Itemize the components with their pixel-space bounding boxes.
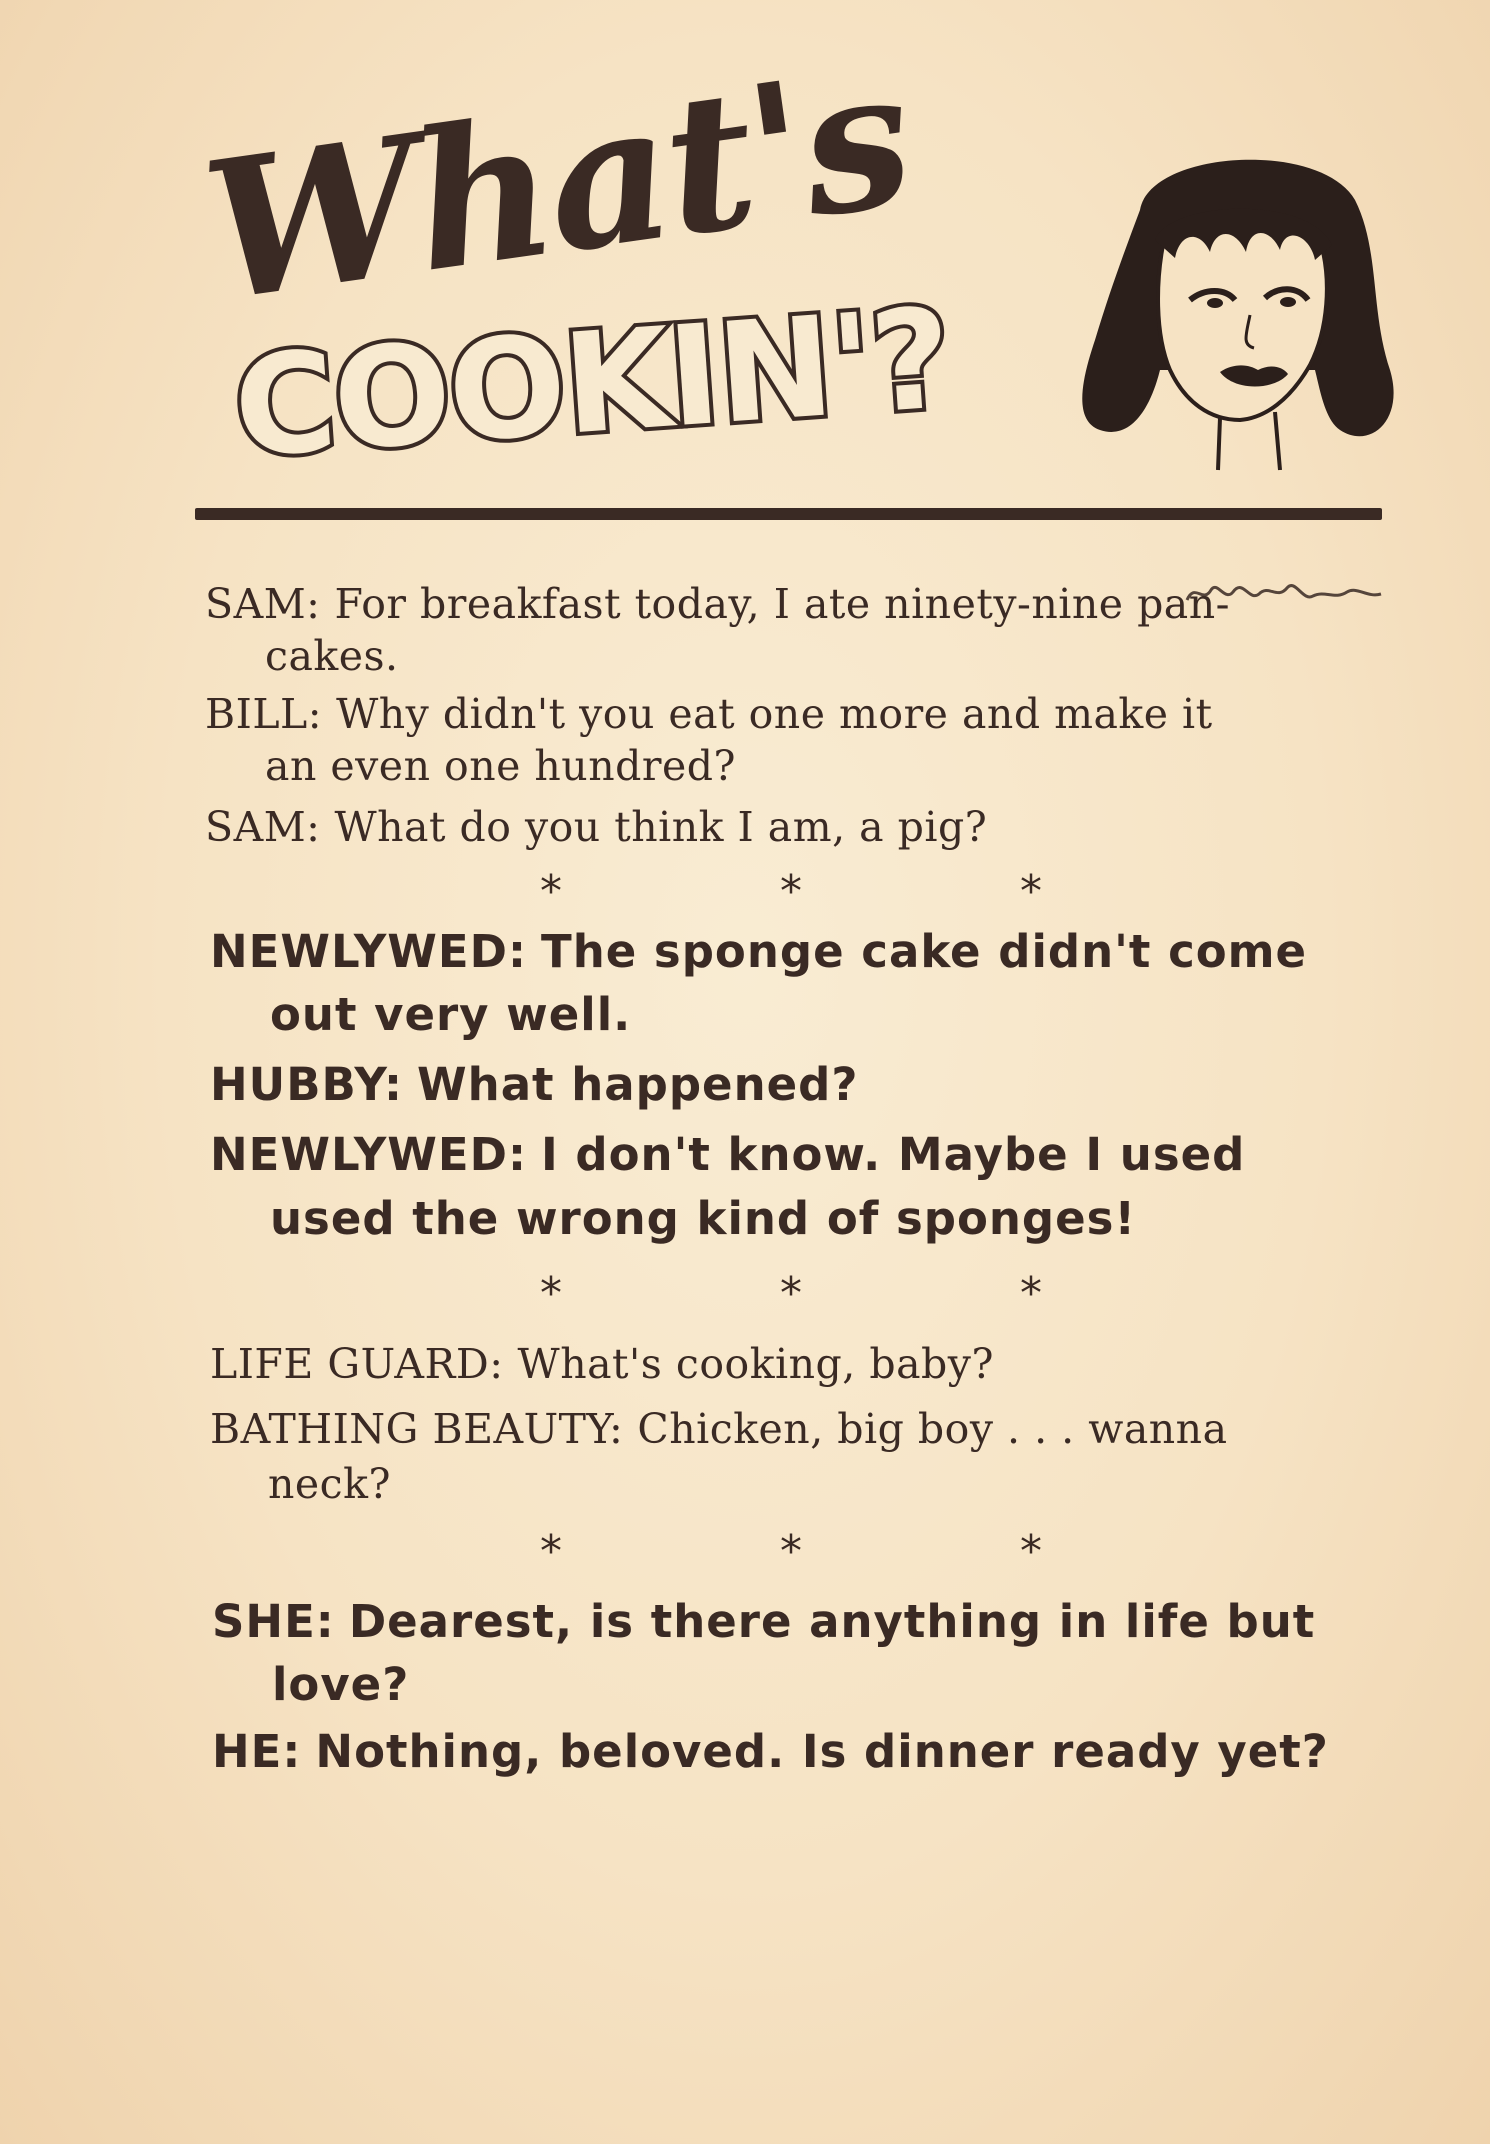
- separator-star: *: [540, 1268, 562, 1319]
- speaker-label: NEWLYWED:: [210, 925, 528, 978]
- dialogue-text: neck?: [268, 1460, 391, 1508]
- dialogue-text: Chicken, big boy . . . wanna: [637, 1405, 1228, 1453]
- speaker-label: SAM:: [205, 803, 321, 851]
- dialogue-text: Dearest, is there anything in life but: [348, 1595, 1316, 1648]
- dialogue-text: What do you think I am, a pig?: [334, 803, 988, 851]
- speaker-label: SHE:: [212, 1595, 335, 1648]
- separator-star: *: [1020, 1268, 1042, 1319]
- joke-line: [270, 1192, 1136, 1245]
- dialogue-text: What's cooking, baby?: [517, 1340, 994, 1388]
- separator-stars: [0, 1526, 1490, 1577]
- joke-line: [210, 1058, 858, 1111]
- joke-line: [270, 988, 631, 1041]
- joke-line: [205, 690, 1213, 738]
- separator-stars: [0, 866, 1490, 917]
- separator-star: *: [540, 1526, 562, 1577]
- speaker-label: HE:: [212, 1725, 302, 1778]
- dialogue-text: love?: [272, 1658, 410, 1711]
- joke-line: [210, 925, 1307, 978]
- separator-star: *: [1020, 866, 1042, 917]
- dialogue-text: What happened?: [417, 1058, 859, 1111]
- separator-star: *: [780, 1268, 802, 1319]
- joke-line: [205, 580, 1230, 628]
- dialogue-text: cakes.: [265, 632, 399, 680]
- joke-line: [210, 1340, 994, 1388]
- separator-star: *: [780, 1526, 802, 1577]
- separator-stars: [0, 1268, 1490, 1319]
- speaker-label: NEWLYWED:: [210, 1128, 528, 1181]
- joke-line: [205, 803, 987, 851]
- title-script: What's: [192, 25, 921, 344]
- dialogue-text: For breakfast today, I ate ninety-nine pan-: [334, 580, 1231, 628]
- title-block-letters: COOKIN'?: [229, 278, 955, 489]
- dialogue-text: I don't know. Maybe I used: [541, 1128, 1246, 1181]
- speaker-label: BILL:: [205, 690, 323, 738]
- separator-star: *: [1020, 1526, 1042, 1577]
- speaker-label: HUBBY:: [210, 1058, 404, 1111]
- dialogue-text: The sponge cake didn't come: [541, 925, 1308, 978]
- separator-star: *: [540, 866, 562, 917]
- dialogue-text: Why didn't you eat one more and make it: [336, 690, 1213, 738]
- joke-line: [268, 1460, 391, 1508]
- speaker-label: LIFE GUARD:: [210, 1340, 504, 1388]
- joke-line: [272, 1658, 409, 1711]
- joke-line: [210, 1405, 1228, 1453]
- dialogue-text: out very well.: [270, 988, 632, 1041]
- speaker-label: SAM:: [205, 580, 321, 628]
- separator-star: *: [780, 866, 802, 917]
- dialogue-text: Nothing, beloved. Is dinner ready yet?: [315, 1725, 1329, 1778]
- joke-line: [210, 1128, 1245, 1181]
- speaker-label: BATHING BEAUTY:: [210, 1405, 624, 1453]
- dialogue-text: used the wrong kind of sponges!: [270, 1192, 1136, 1245]
- joke-line: [212, 1595, 1315, 1648]
- dialogue-text: an even one hundred?: [265, 742, 736, 790]
- joke-line: [265, 742, 736, 790]
- joke-line: [212, 1725, 1329, 1778]
- joke-line: [265, 632, 399, 680]
